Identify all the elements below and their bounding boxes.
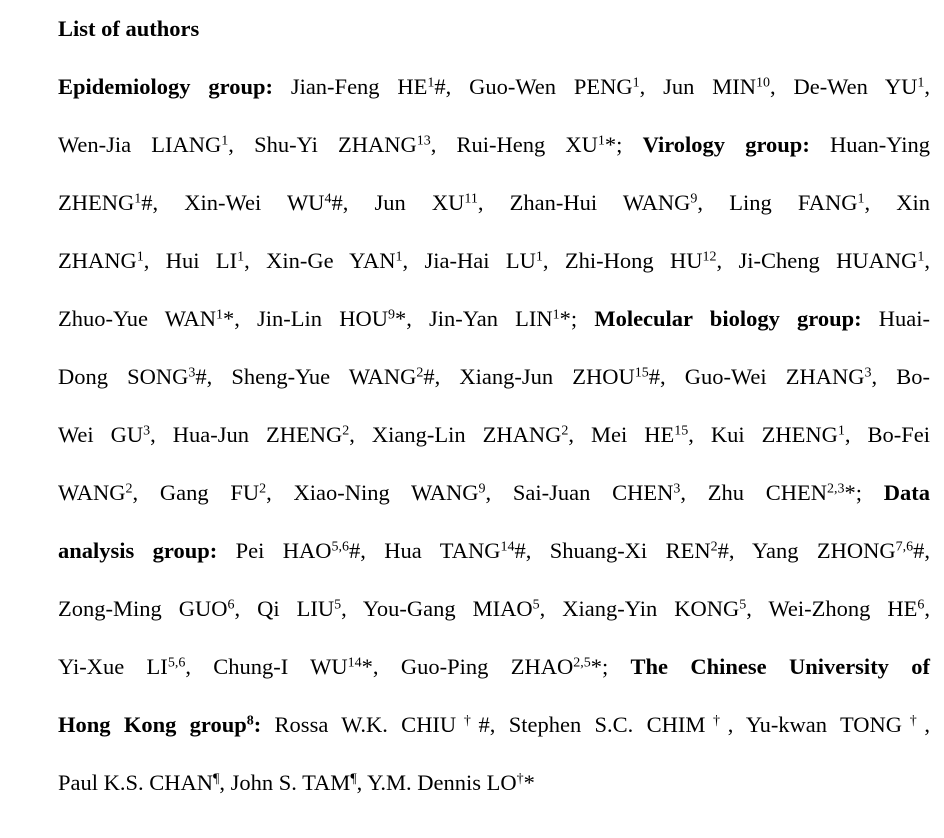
affiliation-superscript: 1: [917, 249, 925, 265]
author-text: , Bo-: [871, 364, 931, 389]
group-heading: Epidemiology group:: [58, 74, 273, 99]
affiliation-superscript: ¶: [350, 771, 357, 787]
affiliation-superscript: 1: [134, 191, 142, 207]
author-text: , Gang FU: [132, 480, 260, 505]
author-text: , Shu-Yi ZHANG: [228, 132, 417, 157]
author-text: Jian-Feng HE: [272, 74, 428, 99]
author-text: *, Jin-Lin HOU: [222, 306, 388, 331]
affiliation-superscript: 12: [702, 249, 717, 265]
affiliation-superscript: 1: [632, 75, 640, 91]
author-text: Wei GU: [58, 422, 144, 447]
author-text: Pei HAO: [217, 538, 332, 563]
affiliation-superscript: 5: [334, 597, 342, 613]
author-text: #,: [913, 538, 930, 563]
author-text: , Chung-I WU: [185, 654, 348, 679]
affiliation-superscript: 3: [143, 423, 151, 439]
affiliation-superscript: 5,6: [331, 539, 350, 555]
author-text: Paul K.S. CHAN: [58, 770, 214, 795]
author-text: *;: [844, 480, 884, 505]
group-heading: :: [253, 712, 262, 737]
affiliation-superscript: 5: [532, 597, 540, 613]
affiliation-superscript: ¶: [213, 771, 220, 787]
author-text: *;: [590, 654, 631, 679]
author-text: #, Stephen S.C. CHIM: [478, 712, 706, 737]
affiliation-superscript: 3: [864, 365, 872, 381]
author-text: #, Sheng-Yue WANG: [195, 364, 417, 389]
affiliation-superscript: 1: [597, 133, 605, 149]
affiliation-superscript: †: [456, 713, 479, 729]
author-text: , John S. TAM: [219, 770, 351, 795]
affiliation-superscript: 1: [535, 249, 543, 265]
author-text: #, Yang ZHONG: [717, 538, 896, 563]
author-text: , Hua-Jun ZHENG: [150, 422, 343, 447]
affiliation-superscript: 2: [342, 423, 350, 439]
affiliation-superscript: 9: [387, 307, 395, 323]
group-heading: Hong Kong group: [58, 712, 247, 737]
affiliation-superscript: †: [516, 771, 524, 787]
author-line: [58, 476, 930, 534]
affiliation-superscript: 6: [917, 597, 925, 613]
author-text: Yi-Xue LI: [58, 654, 168, 679]
author-line: [58, 650, 930, 708]
affiliation-superscript: 1: [917, 75, 925, 91]
author-text: , Y.M. Dennis LO: [356, 770, 517, 795]
author-text: , Jun MIN: [639, 74, 756, 99]
author-text: Rossa W.K. CHIU: [261, 712, 457, 737]
author-text: , Ji-Cheng HUANG: [716, 248, 918, 273]
author-text: , Zhu CHEN: [680, 480, 827, 505]
author-text: WANG: [58, 480, 126, 505]
affiliation-superscript: 2: [416, 365, 424, 381]
affiliation-superscript: 1: [837, 423, 845, 439]
author-text: , Mei HE: [568, 422, 675, 447]
author-text: #, Guo-Wen PENG: [434, 74, 633, 99]
affiliation-superscript: 14: [347, 655, 362, 671]
affiliation-superscript: 3: [673, 481, 681, 497]
affiliation-superscript: 3: [188, 365, 196, 381]
author-text: ZHENG: [58, 190, 135, 215]
group-heading: Virology group:: [642, 132, 810, 157]
author-line: [58, 418, 930, 476]
affiliation-superscript: 1: [215, 307, 223, 323]
author-text: #, Xin-Wei WU: [141, 190, 325, 215]
author-text: ZHANG: [58, 248, 137, 273]
affiliation-superscript: 2: [561, 423, 569, 439]
author-text: , Hui LI: [143, 248, 238, 273]
author-text: *, Jin-Yan LIN: [394, 306, 553, 331]
author-line: [58, 70, 930, 128]
author-text: , Jia-Hai LU: [402, 248, 536, 273]
affiliation-superscript: 8: [246, 713, 254, 729]
author-text: #, Shuang-Xi REN: [514, 538, 711, 563]
author-line: [58, 708, 930, 766]
affiliation-superscript: 1: [221, 133, 229, 149]
author-text: , Xiao-Ning WANG: [266, 480, 479, 505]
author-text: Huai-: [861, 306, 930, 331]
author-text: ,: [924, 712, 931, 737]
affiliation-superscript: 1: [427, 75, 435, 91]
affiliation-superscript: 1: [395, 249, 403, 265]
author-text: , Rui-Heng XU: [430, 132, 598, 157]
author-text: , Xiang-Lin ZHANG: [349, 422, 562, 447]
author-text: *;: [559, 306, 595, 331]
author-text: #, Xiang-Jun ZHOU: [423, 364, 635, 389]
author-list-paragraph: [58, 70, 930, 824]
affiliation-superscript: 5: [739, 597, 747, 613]
affiliation-superscript: 7,6: [895, 539, 914, 555]
author-text: , You-Gang MIAO: [341, 596, 533, 621]
affiliation-superscript: 15: [634, 365, 649, 381]
author-text: , Zhi-Hong HU: [542, 248, 703, 273]
affiliation-superscript: †: [705, 713, 728, 729]
affiliation-superscript: 9: [690, 191, 698, 207]
author-text: Zhuo-Yue WAN: [58, 306, 216, 331]
author-text: Huan-Ying: [809, 132, 930, 157]
affiliation-superscript: 2: [710, 539, 718, 555]
author-text: , Ling FANG: [697, 190, 858, 215]
author-line: [58, 592, 930, 650]
affiliation-superscript: 2: [125, 481, 133, 497]
author-text: Zong-Ming GUO: [58, 596, 228, 621]
affiliation-superscript: 1: [857, 191, 865, 207]
author-line: [58, 128, 930, 186]
affiliation-superscript: 5,6: [167, 655, 186, 671]
section-title: List of authors: [58, 16, 200, 41]
author-text: ,: [924, 74, 930, 99]
author-text: Wen-Jia LIANG: [58, 132, 222, 157]
affiliation-superscript: 15: [674, 423, 689, 439]
affiliation-superscript: 2: [259, 481, 267, 497]
affiliation-superscript: 14: [500, 539, 515, 555]
affiliation-superscript: 1: [237, 249, 245, 265]
group-heading: Data: [883, 480, 930, 505]
author-text: , De-Wen YU: [769, 74, 918, 99]
author-line: [58, 766, 930, 824]
group-heading: Molecular biology group:: [594, 306, 862, 331]
author-line: [58, 186, 930, 244]
affiliation-superscript: 4: [324, 191, 332, 207]
author-text: , Qi LIU: [234, 596, 335, 621]
author-text: , Kui ZHENG: [688, 422, 838, 447]
group-heading: The Chinese University of: [630, 654, 930, 679]
group-heading: analysis group:: [58, 538, 218, 563]
author-text: , Bo-Fei: [844, 422, 931, 447]
author-list-page: [58, 12, 930, 824]
author-text: ,: [924, 248, 930, 273]
affiliation-superscript: 13: [416, 133, 431, 149]
author-text: *: [523, 770, 535, 795]
author-text: *;: [604, 132, 643, 157]
author-text: *, Guo-Ping ZHAO: [361, 654, 574, 679]
affiliation-superscript: 11: [464, 191, 478, 207]
author-text: , Zhan-Hui WANG: [477, 190, 691, 215]
affiliation-superscript: 10: [755, 75, 770, 91]
author-text: #, Hua TANG: [349, 538, 501, 563]
author-text: #, Guo-Wei ZHANG: [648, 364, 865, 389]
author-line: [58, 302, 930, 360]
author-line: [58, 360, 930, 418]
author-line: [58, 244, 930, 302]
author-text: #, Jun XU: [331, 190, 465, 215]
author-text: Dong SONG: [58, 364, 189, 389]
author-text: , Wei-Zhong HE: [746, 596, 918, 621]
author-text: , Xin-Ge YAN: [244, 248, 396, 273]
affiliation-superscript: 1: [552, 307, 560, 323]
author-text: , Yu-kwan TONG: [727, 712, 903, 737]
affiliation-superscript: 2,3: [826, 481, 845, 497]
author-text: , Xiang-Yin KONG: [539, 596, 740, 621]
affiliation-superscript: †: [902, 713, 925, 729]
author-line: [58, 534, 930, 592]
affiliation-superscript: 1: [136, 249, 144, 265]
affiliation-superscript: 9: [478, 481, 486, 497]
affiliation-superscript: 2,5: [573, 655, 591, 671]
affiliation-superscript: 6: [227, 597, 235, 613]
author-text: ,: [924, 596, 930, 621]
author-text: , Xin: [864, 190, 930, 215]
author-text: , Sai-Juan CHEN: [485, 480, 674, 505]
